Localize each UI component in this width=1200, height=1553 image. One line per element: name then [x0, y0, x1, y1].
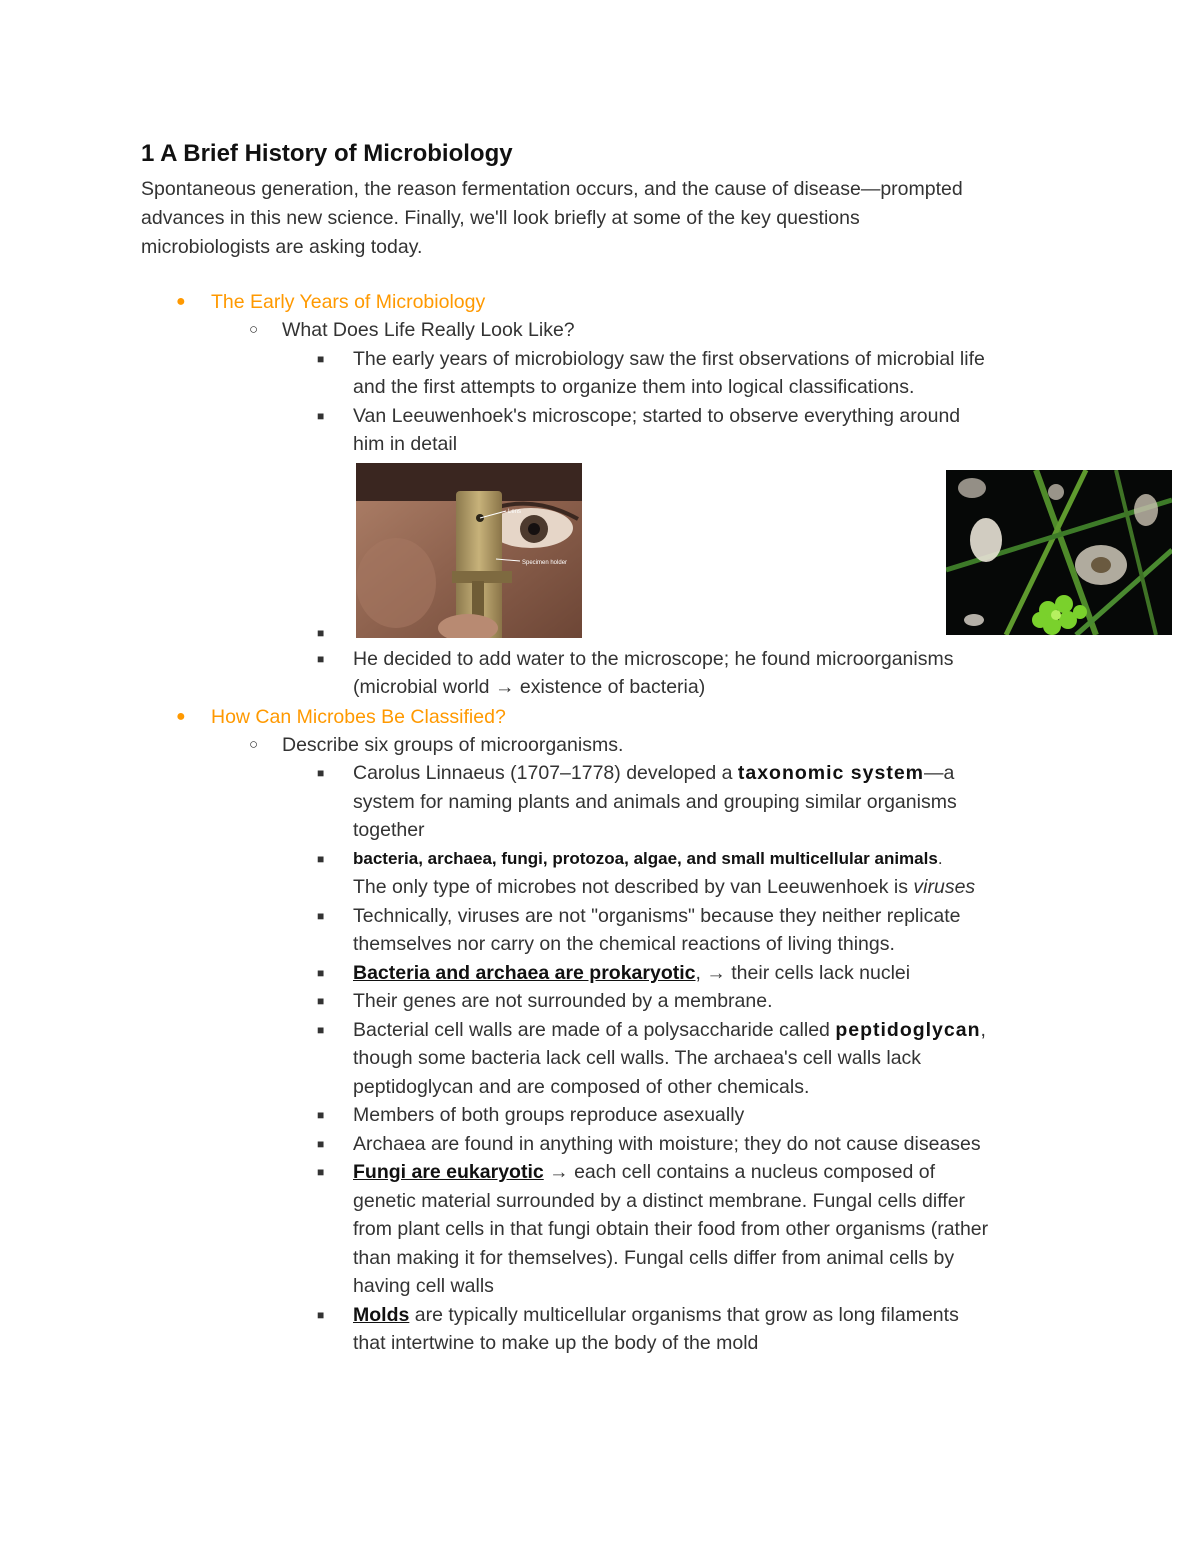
list-item-continuation: genetic material surrounded by a distinct membrane. Fungal cells differ	[353, 1190, 966, 1212]
bullet-hollow-icon: ○	[249, 736, 259, 753]
text-span: .	[937, 849, 943, 868]
bullet-square-icon: ■	[317, 626, 325, 640]
list-item-continuation: him in detail	[353, 433, 458, 455]
bold-underlined-term: Fungi are eukaryotic	[353, 1161, 544, 1183]
list-item: Van Leeuwenhoek's microscope; started to observe everything around	[353, 405, 961, 427]
text-span: , → their cells lack nuclei	[695, 962, 911, 984]
list-item-continuation: system for naming plants and animals and grouping similar organisms	[353, 791, 957, 813]
list-item: Archaea are found in anything with moisture; they do not cause diseases	[353, 1133, 981, 1155]
page-title: 1 A Brief History of Microbiology	[141, 140, 513, 167]
bold-term: peptidoglycan	[835, 1019, 981, 1041]
bullet-filled-icon: ●	[176, 293, 186, 310]
bullet-square-icon: ■	[317, 909, 325, 923]
list-item-continuation: having cell walls	[353, 1275, 494, 1297]
text-span: are typically multicellular organisms that grow as long filaments	[409, 1304, 959, 1326]
bullet-square-icon: ■	[317, 1165, 325, 1179]
list-item-continuation: peptidoglycan and are composed of other chemicals.	[353, 1076, 810, 1098]
bold-term: bacteria, archaea, fungi, protozoa, algae, and small multicellular animals	[353, 849, 938, 868]
list-item	[353, 1158, 935, 1187]
microorganisms-image	[946, 470, 1172, 635]
bullet-square-icon: ■	[317, 766, 325, 780]
specimen-holder-label: Specimen holder	[522, 560, 568, 566]
intro-line: advances in this new science. Finally, we'll look briefly at some of the key questions	[141, 207, 860, 229]
intro-paragraph	[141, 175, 1071, 262]
leeuwenhoek-microscope-image	[356, 463, 582, 638]
list-item	[353, 1016, 986, 1045]
bullet-square-icon: ■	[317, 1137, 325, 1151]
list-item-continuation: themselves nor carry on the chemical reactions of living things.	[353, 933, 895, 955]
list-item-continuation: from plant cells in that fungi obtain their food from other organisms (rather	[353, 1218, 989, 1240]
list-item	[353, 959, 910, 988]
text-span: The only type of microbes not described by van Leeuwenhoek is	[353, 876, 914, 898]
list-item	[353, 759, 954, 788]
list-item	[353, 845, 943, 874]
bold-underlined-term: Molds	[353, 1304, 410, 1326]
bold-term: taxonomic system	[737, 762, 925, 784]
list-item-continuation: (microbial world → existence of bacteria)	[353, 676, 706, 698]
bullet-filled-icon: ●	[176, 708, 186, 725]
list-item: The early years of microbiology saw the first observations of microbial life	[353, 348, 985, 370]
list-item-continuation: though some bacteria lack cell walls. The archaea's cell walls lack	[353, 1047, 922, 1069]
list-item	[353, 1301, 959, 1330]
bullet-square-icon: ■	[317, 352, 325, 366]
list-item: He decided to add water to the microscope; he found microorganisms	[353, 648, 954, 670]
lens-label: Lens	[508, 509, 522, 515]
subheading-life-look: What Does Life Really Look Like?	[282, 319, 575, 341]
subheading-six-groups: Describe six groups of microorganisms.	[282, 734, 624, 756]
list-item-continuation: than making it for themselves). Fungal cells differ from animal cells by	[353, 1247, 955, 1269]
italic-term: viruses	[913, 876, 976, 898]
intro-line: Spontaneous generation, the reason fermentation occurs, and the cause of disease—prompted	[141, 178, 963, 200]
list-item-continuation: that intertwine to make up the body of the mold	[353, 1332, 759, 1354]
bullet-square-icon: ■	[317, 1308, 325, 1322]
list-item-continuation: and the first attempts to organize them into logical classifications.	[353, 376, 915, 398]
bullet-square-icon: ■	[317, 1108, 325, 1122]
intro-line: microbiologists are asking today.	[141, 236, 423, 258]
bullet-square-icon: ■	[317, 966, 325, 980]
bold-underlined-term: Bacteria and archaea are prokaryotic	[353, 962, 696, 984]
section-heading-early-years: The Early Years of Microbiology	[211, 291, 486, 313]
list-item: Members of both groups reproduce asexually	[353, 1104, 745, 1126]
bullet-square-icon: ■	[317, 409, 325, 423]
list-item: Their genes are not surrounded by a membrane.	[353, 990, 773, 1012]
bullet-square-icon: ■	[317, 652, 325, 666]
text-span: Bacterial cell walls are made of a polysaccharide called	[353, 1019, 836, 1041]
text-span: —a	[924, 762, 955, 784]
bullet-hollow-icon: ○	[249, 321, 259, 338]
bullet-square-icon: ■	[317, 1023, 325, 1037]
list-item-continuation: together	[353, 819, 425, 841]
list-item-continuation	[353, 873, 975, 902]
text-span: ,	[980, 1019, 986, 1041]
text-span: → each cell contains a nucleus composed of	[543, 1161, 936, 1183]
bullet-square-icon: ■	[317, 852, 325, 866]
bullet-square-icon: ■	[317, 994, 325, 1008]
section-heading-classified: How Can Microbes Be Classified?	[211, 706, 506, 728]
text-span: Carolus Linnaeus (1707–1778) developed a	[353, 762, 738, 784]
list-item: Technically, viruses are not "organisms" because they neither replicate	[353, 905, 961, 927]
